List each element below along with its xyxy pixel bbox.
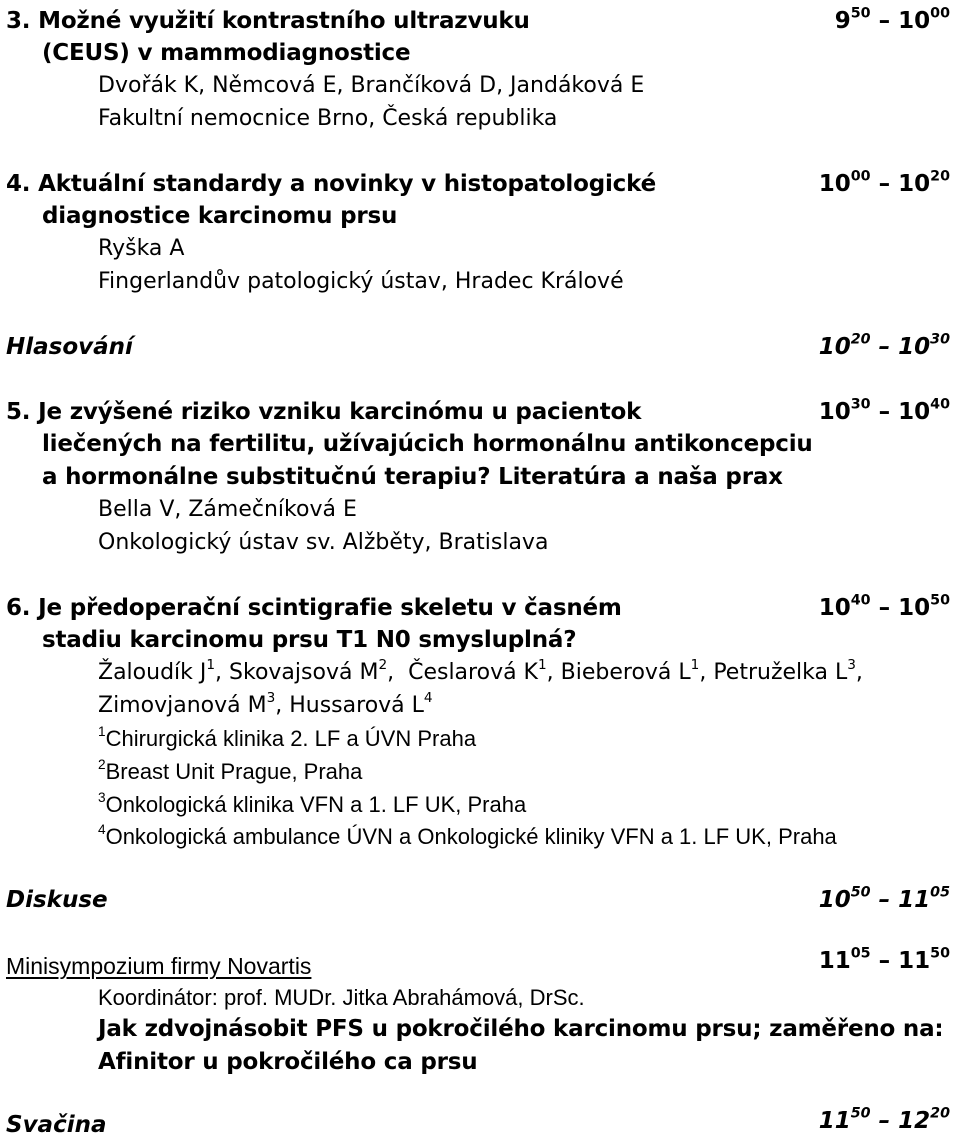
item-3-time: $9^{50} - 10^{00}$ — [834, 5, 950, 34]
item-6-authors-line-1 — [98, 657, 863, 685]
diskuse-time: $10^{50} - 11^{05}$ — [818, 884, 950, 913]
item-3-affiliation: Fakultní nemocnice Brno, Česká republika — [98, 106, 558, 131]
author-separator: , — [855, 660, 863, 685]
diskuse-label: Diskuse — [6, 887, 108, 913]
author-name: , Bieberová L — [546, 660, 691, 685]
item-3-authors: Dvořák K, Němcová E, Brančíková D, Jandáková E — [98, 73, 645, 98]
item-4-title-line-1: 4. Aktuální standardy a novinky v histopatologické — [6, 171, 656, 197]
item-6-affiliation-2 — [98, 757, 363, 784]
author-name: Zimovjanová M — [98, 693, 267, 718]
affiliation-text: Breast Unit Prague, Praha — [105, 759, 363, 784]
author-affiliation-number: 3 — [847, 657, 856, 674]
author-affiliation-number: 2 — [378, 657, 388, 674]
minisymposium-coordinator: Koordinátor: prof. MUDr. Jitka Abrahámová, DrSc. — [98, 985, 585, 1010]
item-5-affiliation: Onkologický ústav sv. Alžběty, Bratislava — [98, 530, 549, 555]
item-5-title-line-1: 5. Je zvýšené riziko vzniku karcinómu u pacientok — [6, 399, 642, 425]
item-4-title-line-2: diagnostice karcinomu prsu — [42, 203, 398, 229]
author-affiliation-number: 4 — [423, 690, 433, 707]
item-3-title-line-1: 3. Možné využití kontrastního ultrazvuku — [6, 8, 530, 34]
affiliation-number: 2 — [98, 757, 106, 773]
author-name: , Hussarová L — [275, 693, 424, 718]
item-4-affiliation: Fingerlandův patologický ústav, Hradec Králové — [98, 269, 624, 294]
item-5-title-line-2: liečených na fertilitu, užívajúcich hormonálnu antikoncepciu — [42, 431, 813, 457]
affiliation-text: Onkologická klinika VFN a 1. LF UK, Praha — [105, 792, 527, 817]
svacina-label: Svačina — [6, 1112, 107, 1138]
item-5-title-line-3: a hormonálne substitučnú terapiu? Literatúra a naša prax — [42, 464, 783, 490]
hlasovani-time: $10^{20} - 10^{30}$ — [818, 331, 950, 360]
minisymposium-time: $11^{05} - 11^{50}$ — [818, 945, 950, 974]
affiliation-number: 3 — [98, 790, 106, 806]
item-6-title-line-2: stadiu karcinomu prsu T1 N0 smysluplná? — [42, 627, 577, 653]
svacina-time: $11^{50} - 12^{20}$ — [818, 1105, 950, 1134]
item-3-title-line-2: (CEUS) v mammodiagnostice — [42, 40, 411, 66]
item-6-affiliation-3 — [98, 790, 527, 817]
item-6-time: $10^{40} - 10^{50}$ — [818, 592, 950, 621]
item-5-time: $10^{30} - 10^{40}$ — [818, 396, 950, 425]
item-6-title-line-1: 6. Je předoperační scintigrafie skeletu v časném — [6, 595, 622, 621]
affiliation-text: Onkologická ambulance ÚVN a Onkologické kliniky VFN a 1. LF UK, Praha — [105, 824, 837, 849]
hlasovani-label: Hlasování — [6, 334, 133, 360]
author-affiliation-number: 1 — [537, 657, 547, 674]
item-6-affiliation-1 — [98, 724, 477, 751]
author-affiliation-number: 1 — [690, 657, 700, 674]
author-name: , Česlarová K — [387, 660, 538, 685]
affiliation-text: Chirurgická klinika 2. LF a ÚVN Praha — [105, 726, 477, 751]
item-6-authors-line-2 — [98, 690, 433, 718]
author-name: , Skovajsová M — [215, 660, 379, 685]
affiliation-number: 4 — [98, 822, 106, 838]
item-5-authors: Bella V, Zámečníková E — [98, 497, 357, 522]
minisymposium-talk-line-1: Jak zdvojnásobit PFS u pokročilého karcinomu prsu; zaměřeno na: — [98, 1016, 944, 1042]
item-6-affiliation-4 — [98, 822, 837, 849]
minisymposium-talk-line-2: Afinitor u pokročilého ca prsu — [98, 1049, 478, 1075]
item-4-time: $10^{00} - 10^{20}$ — [818, 168, 950, 197]
author-affiliation-number: 3 — [266, 690, 276, 707]
item-4-authors: Ryška A — [98, 236, 185, 261]
minisymposium-title: Minisympozium firmy Novartis — [6, 953, 312, 979]
author-affiliation-number: 1 — [206, 657, 216, 674]
affiliation-number: 1 — [98, 724, 106, 740]
author-name: Žaloudík J — [98, 660, 207, 685]
author-name: , Petruželka L — [699, 660, 848, 685]
